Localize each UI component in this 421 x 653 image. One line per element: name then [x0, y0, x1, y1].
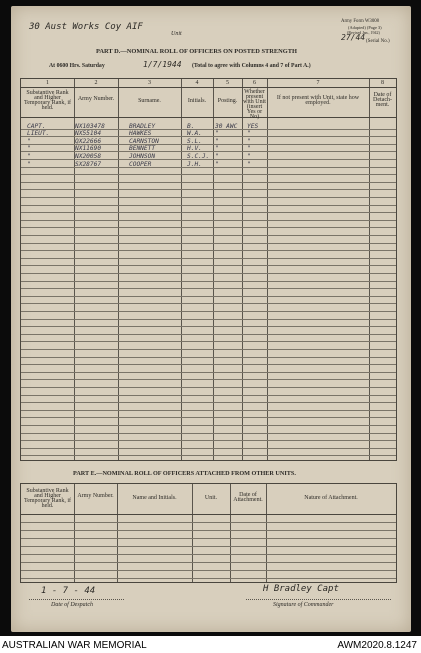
col-num-6: 6	[253, 80, 256, 86]
col-num-2: 2	[94, 80, 98, 86]
ruled-line	[21, 395, 396, 396]
ruled-line	[21, 570, 396, 571]
ruled-line	[21, 433, 396, 434]
signature-handwritten: H Bradley Capt	[263, 584, 339, 594]
unit-label: Unit	[171, 31, 182, 37]
col-header-rank: Substantive Rank and Higher Temporary Rank, if held.	[23, 90, 72, 111]
col-num-3: 3	[148, 80, 151, 86]
ruled-line	[21, 538, 396, 539]
ruled-line	[21, 288, 396, 289]
ruled-line	[21, 273, 396, 274]
archive-caption-left: AUSTRALIAN WAR MEMORIAL	[2, 640, 147, 651]
row-1-initials: W.A.	[187, 130, 202, 138]
ruled-line	[21, 425, 396, 426]
ruled-line	[21, 174, 396, 175]
row-3-posting: "	[215, 145, 219, 153]
col-num-5: 5	[226, 80, 229, 86]
row-4-present: "	[247, 152, 251, 160]
ruled-line	[21, 522, 396, 523]
col-header-present: Whether present with Unit (insert Yes or No)	[243, 89, 266, 120]
part-d-table	[20, 78, 397, 461]
row-3-number: NX11690	[75, 145, 102, 153]
col-header-posting: Posting.	[217, 98, 238, 104]
signature-label: Signature of Commander	[273, 602, 334, 608]
ruled-line	[21, 182, 396, 183]
date-prefix: At 0600 Hrs. Saturday	[49, 63, 105, 69]
ruled-line	[21, 250, 396, 251]
row-0-rank: CAPT.	[27, 122, 46, 130]
row-2-surname: CARNSTON	[129, 137, 159, 145]
row-5-surname: COOPER	[129, 160, 152, 168]
ruled-line	[21, 357, 396, 358]
row-3-surname: BENNETT	[129, 145, 156, 153]
ruled-line	[21, 265, 396, 266]
ruled-line	[21, 546, 396, 547]
despatch-handwritten: 1 - 7 - 44	[41, 586, 96, 596]
date-handwritten: 1/7/1944	[143, 60, 182, 69]
row-5-posting: "	[215, 160, 219, 168]
col-header-surname: Surname.	[138, 98, 161, 104]
ruled-line	[21, 387, 396, 388]
col-num-4: 4	[195, 80, 199, 86]
ruled-line	[21, 554, 396, 555]
ruled-line	[21, 212, 396, 213]
date-suffix: (Total to agree with Columns 4 and 7 of Part A.)	[192, 63, 311, 69]
row-1-posting: "	[215, 130, 219, 138]
ruled-line	[21, 417, 396, 418]
ruled-line	[21, 530, 396, 531]
row-3-rank: "	[27, 145, 31, 153]
row-5-initials: J.H.	[187, 160, 202, 168]
ruled-line	[21, 578, 396, 579]
ruled-line	[21, 311, 396, 312]
document-sheet	[11, 6, 411, 632]
ruled-line	[21, 319, 396, 320]
row-5-present: "	[247, 160, 251, 168]
row-4-rank: "	[27, 152, 31, 160]
ruled-line	[21, 562, 396, 563]
signature-line	[246, 599, 391, 600]
ruled-line	[21, 235, 396, 236]
form-id: Army Form W3008	[341, 19, 380, 24]
row-4-number: NX20058	[75, 152, 102, 160]
row-0-posting: 30 AWC	[215, 122, 238, 130]
row-0-present: YES	[247, 122, 259, 130]
serial-label: (Serial No.)	[366, 39, 390, 44]
row-2-present: "	[247, 137, 251, 145]
ruled-line	[21, 440, 396, 441]
e-col-header-date: Date of Attachment.	[233, 492, 263, 503]
e-col-header-name: Name and Initials.	[132, 495, 177, 501]
part-e-table	[20, 483, 397, 583]
ruled-line	[21, 220, 396, 221]
row-4-surname: JOHNSON	[129, 152, 156, 160]
part-e-title: PART E.—NOMINAL ROLL OF OFFICERS ATTACHED FROM OTHER UNITS.	[73, 470, 296, 477]
row-1-number: NX55104	[75, 130, 102, 138]
ruled-line	[21, 455, 396, 456]
row-0-surname: BRADLEY	[129, 122, 156, 130]
ruled-line	[21, 372, 396, 373]
col-num-7: 7	[316, 80, 320, 86]
e-col-header-rank: Substantive Rank and Higher Temporary Rank, if held.	[23, 488, 72, 509]
ruled-line	[21, 379, 396, 380]
archive-caption-right: AWM2020.8.1247	[337, 640, 417, 651]
row-5-number: SX28767	[75, 160, 102, 168]
despatch-line	[29, 599, 124, 600]
ruled-line	[21, 303, 396, 304]
row-2-posting: "	[215, 137, 219, 145]
row-3-initials: H.V.	[187, 145, 202, 153]
row-4-initials: S.C.J.	[187, 152, 210, 160]
ruled-line	[21, 243, 396, 244]
ruled-line	[21, 197, 396, 198]
row-1-surname: HAWKES	[129, 130, 152, 138]
col-num-8: 8	[381, 80, 384, 86]
ruled-line	[21, 296, 396, 297]
col-header-detachment: Date of Detach-ment.	[373, 92, 392, 108]
ruled-line	[21, 326, 396, 327]
ruled-line	[21, 448, 396, 449]
ruled-line	[21, 258, 396, 259]
part-d-title: PART D.—NOMINAL ROLL OF OFFICERS ON POSTED STRENGTH	[96, 48, 297, 55]
ruled-line	[21, 349, 396, 350]
ruled-line	[21, 189, 396, 190]
ruled-line	[21, 402, 396, 403]
unit-handwritten: 30 Aust Works Coy AIF	[29, 22, 143, 32]
e-col-header-unit: Unit.	[204, 495, 218, 501]
serial-handwritten: 27/44	[341, 33, 366, 42]
row-2-rank: "	[27, 137, 31, 145]
ruled-line	[21, 281, 396, 282]
ruled-line	[21, 341, 396, 342]
row-2-initials: S.L.	[187, 137, 202, 145]
row-0-number: NX103478	[75, 122, 105, 130]
ruled-line	[21, 410, 396, 411]
form-revised: (Revised Jan., 1942)	[347, 30, 380, 35]
form-adapted: (Adapted) (Page 3)	[348, 25, 382, 30]
col-header-employed: If not present with Unit, state how employed.	[276, 95, 360, 106]
ruled-line	[21, 227, 396, 228]
row-3-present: "	[247, 145, 251, 153]
e-col-header-army-number: Army Number.	[77, 493, 114, 499]
row-4-posting: "	[215, 152, 219, 160]
ruled-line	[21, 334, 396, 335]
row-5-rank: "	[27, 160, 31, 168]
row-0-initials: B.	[187, 122, 195, 130]
despatch-label: Date of Despatch	[51, 602, 93, 608]
col-num-1: 1	[46, 80, 49, 86]
row-1-present: "	[247, 130, 251, 138]
col-header-initials: Initials.	[187, 98, 207, 104]
row-1-rank: LIEUT.	[27, 130, 50, 138]
e-col-header-nature: Nature of Attachment.	[304, 495, 358, 501]
row-2-number: QX22666	[75, 137, 102, 145]
ruled-line	[21, 364, 396, 365]
ruled-line	[21, 205, 396, 206]
col-header-army-number: Army Number.	[77, 96, 115, 102]
